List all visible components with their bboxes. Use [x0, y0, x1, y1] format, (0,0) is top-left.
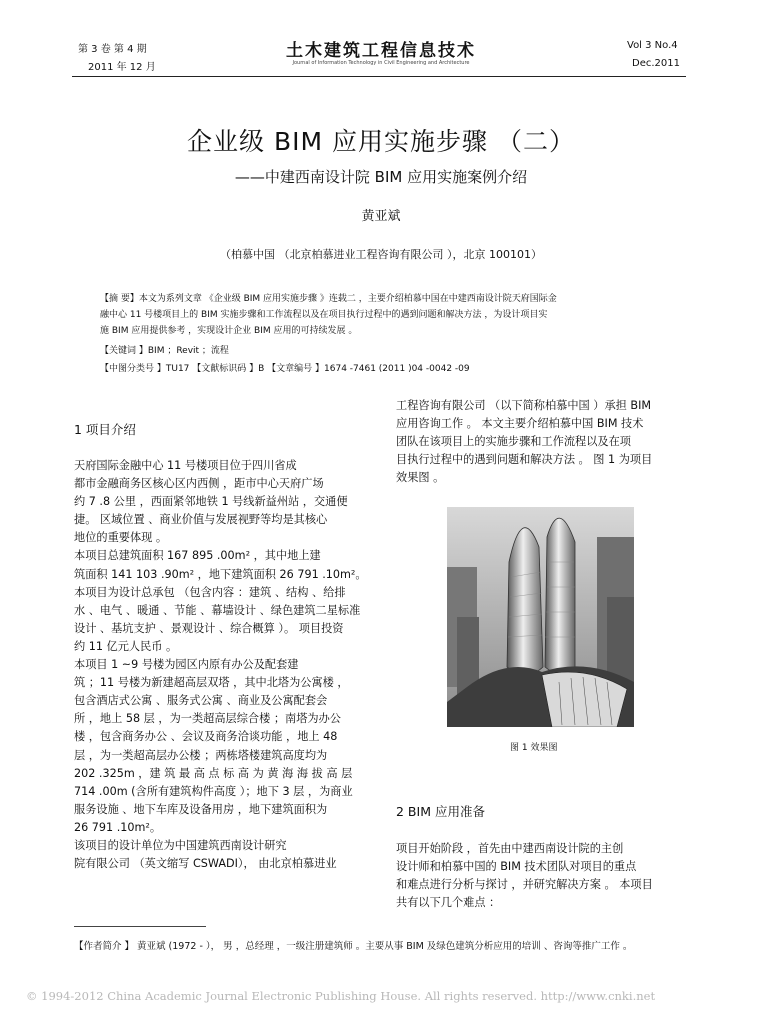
paragraph-line: 天府国际金融中心 11 号楼项目位于四川省成 [74, 459, 297, 472]
author-affiliation: （柏慕中国 （北京柏慕进业工程咨询有限公司 ），北京 100101） [220, 248, 542, 261]
footnote-rule [74, 926, 206, 927]
paragraph-line: 714 .00m (含所有建筑构件高度 ）；地下 3 层 ，为商业 [74, 784, 353, 798]
paragraph-line: 包含酒店式公寓 、服务式公寓 、商业及公寓配套会 [74, 694, 328, 708]
paragraph-line: 院有限公司 （英文缩写 CSWADI）， 由北京柏慕进业 [74, 857, 337, 871]
paragraph-line: 水 、电气 、暖通 、节能 、幕墙设计 、绿色建筑二星标准 [74, 603, 361, 617]
paragraph-line: 本项目为设计总承包 （包含内容 ：建筑 、结构 、给排 [74, 585, 346, 599]
header-date: 2011 年 12 月 [88, 62, 156, 73]
right-column-body [396, 840, 653, 912]
header-date-en: Dec.2011 [632, 58, 680, 69]
paragraph-line: 本项目 1 ~9 号楼为园区内原有办公及配套建 [74, 658, 299, 672]
paragraph-line: 本项目总建筑面积 167 895 .00m² ，其中地上建 [74, 549, 321, 563]
classification-line: 【中图分类号 】TU17 【文献标识码 】B 【文章编号 】1674 -7461 (2011 )04 -0042 -09 [100, 364, 470, 374]
left-column-body [74, 457, 367, 873]
paragraph-line: 约 11 亿元人民币 。 [74, 639, 178, 653]
abstract-line: 施 BIM 应用提供参考 ，实现设计企业 BIM 应用的可持续发展 。 [100, 326, 358, 336]
paragraph-line: 效果图 。 [396, 471, 445, 485]
paragraph-line: 筑 ；11 号楼为新建超高层双塔 ，其中北塔为公寓楼 ， [74, 676, 349, 690]
paragraph-line: 所 ，地上 58 层 ，为一类超高层综合楼 ；南塔为办公 [74, 712, 341, 726]
copyright-notice: © 1994-2012 China Academic Journal Electronic Publishing House. All rights reserved. http://www.cnki.net [26, 989, 656, 1003]
paragraph-line: 设计师和柏慕中国的 BIM 技术团队对项目的重点 [396, 860, 637, 874]
abstract-line: 融中心 11 号楼项目上的 BIM 实施步骤和工作流程以及在项目执行过程中的遇到问题和解决方法 ，为设计项目实 [100, 310, 548, 320]
tower-rendering-image [447, 507, 634, 727]
right-column-intro [396, 397, 652, 487]
paragraph-line: 层 ，为一类超高层办公楼 ；两栋塔楼建筑高度均为 [74, 748, 328, 762]
paragraph-line: 26 791 .10m²。 [74, 820, 162, 834]
abstract-line: 【摘 要】本文为系列文章 《企业级 BIM 应用实施步骤 》连载二 ，主要介绍柏慕中国在中建西南设计院天府国际金 [100, 294, 557, 304]
paragraph-line: 都市金融商务区核心区内西侧 ，距市中心天府广场 [74, 477, 324, 491]
paragraph-line: 楼 ，包含商务办公 、会议及商务洽谈功能 ，地上 48 [74, 730, 338, 744]
article-title: 企业级 BIM 应用实施步骤 （二） [187, 127, 575, 156]
paragraph-line: 设计 、基坑支护 、景观设计 、综合概算 ）。 项目投资 [74, 621, 344, 635]
author-footnote: 【作者简介 】 黄亚斌 (1972 - ）， 男 ，总经理 ，一级注册建筑师 。主要从事 BIM 及绿色建筑分析应用的培训 、咨询等推广工作 。 [74, 941, 633, 952]
keywords: 【关键词 】BIM ；Revit ；流程 [100, 346, 229, 356]
paragraph-line: 筑面积 141 103 .90m² ，地下建筑面积 26 791 .10m²。 [74, 567, 367, 581]
journal-title: 土木建筑工程信息技术 [286, 41, 476, 61]
figure-1-rendering [447, 507, 634, 727]
paragraph-line: 工程咨询有限公司 （以下简称柏慕中国 ）承担 BIM [396, 399, 652, 412]
paragraph-line: 和难点进行分析与探讨 ，并研究解决方案 。 本项目 [396, 878, 653, 892]
journal-english-title: Journal of Information Technology in Civil Engineering and Architecture [292, 60, 470, 66]
figure-1-caption: 图 1 效果图 [510, 743, 558, 753]
paragraph-line: 捷。 区域位置 、商业价值与发展视野等均是其核心 [74, 513, 328, 527]
paragraph-line: 团队在该项目上的实施步骤和工作流程以及在项 [396, 435, 631, 449]
header-rule [72, 76, 686, 77]
paragraph-line: 服务设施 、地下车库及设备用房 ，地下建筑面积为 [74, 802, 328, 816]
paragraph-line: 202 .325m ，建 筑 最 高 点 标 高 为 黄 海 海 拔 高 层 [74, 766, 353, 780]
paragraph-line: 目执行过程中的遇到问题和解决方法 。 图 1 为项目 [396, 453, 653, 467]
section-2-heading: 2 BIM 应用准备 [396, 804, 485, 819]
article-subtitle: ——中建西南设计院 BIM 应用实施案例介绍 [234, 168, 528, 186]
header-volume-issue-en: Vol 3 No.4 [627, 40, 678, 51]
author-name: 黄亚斌 [361, 209, 401, 224]
header-volume-issue: 第 3 卷 第 4 期 [78, 44, 147, 55]
paragraph-line: 应用咨询工作 。 本文主要介绍柏慕中国 BIM 技术 [396, 417, 644, 431]
paragraph-line: 共有以下几个难点 ： [396, 896, 501, 910]
section-1-heading: 1 项目介绍 [74, 422, 136, 437]
paragraph-line: 地位的重要体现 。 [74, 531, 168, 545]
paragraph-line: 该项目的设计单位为中国建筑西南设计研究 [74, 838, 287, 852]
paragraph-line: 项目开始阶段 ，首先由中建西南设计院的主创 [396, 842, 624, 855]
paragraph-line: 约 7 .8 公里 ，西面紧邻地铁 1 号线新益州站 ，交通便 [74, 495, 348, 509]
